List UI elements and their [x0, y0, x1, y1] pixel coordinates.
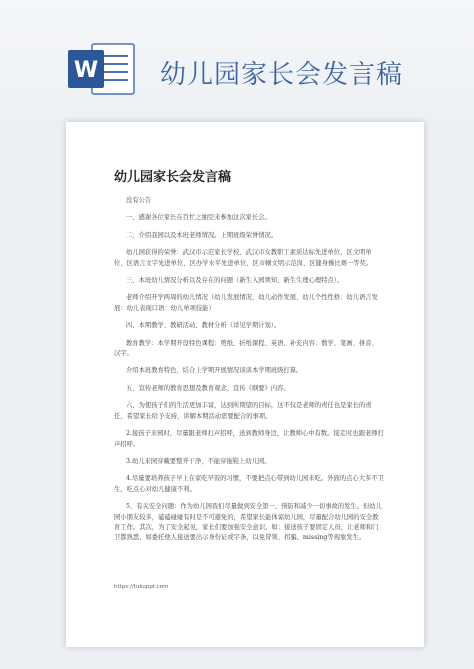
paragraph: 四、本期教学、教研活动、教材分析（详见学期计划）。 [126, 322, 281, 330]
banner-title: 幼儿园家长会发言稿 [160, 60, 404, 90]
paragraph: 二、介绍我园以及本班老师情况。上期班级荣誉情况。 [126, 231, 278, 239]
banner [0, 0, 474, 118]
word-document-icon [66, 40, 138, 98]
paragraph: 3.幼儿来园穿戴要整齐干净，不能穿拖鞋上幼儿园。 [126, 457, 271, 465]
paragraph: 4.尽量要培养孩子早上在家吃早饭的习惯，不要把点心带到幼儿园来吃。外面的点心大多不卫生，吃点心对幼儿健康不利。 [114, 475, 384, 493]
paragraph: 六、为使孩子们的生活更加丰富，达到所期望的目标，这不仅是老师的责任也是家长的责任，希望家长给予支持，讲解本期活动需要配合的事项。 [114, 402, 372, 420]
footer-url: https://tukuppt.com [114, 584, 169, 590]
document-page [66, 122, 424, 647]
paragraph: 一、感谢各位家长在百忙之抽空来参加这次家长会。 [126, 214, 271, 222]
paragraph: 老师介绍开学两周的幼儿情况（幼儿发展情况、幼儿动作发展、幼儿个性性格：幼儿语言发展：幼儿表现口语：幼儿单项技能） [114, 294, 378, 312]
svg-text:W: W [73, 58, 99, 83]
paragraph: 2.接孩子来园时，尽量跟老师打声招呼，送到教师身边，让教师心中有数。接走时也跟老师打声招呼。 [114, 430, 384, 448]
document-title: 幼儿园家长会发言稿 [114, 170, 232, 185]
paragraph: 幼儿园获得的荣誉：武汉市示范家长学校、武汉市女教职工素质达标先进单位、区文明单位、区语言文字先进单位、区办学水平先进单位、区市帼文明示范岗、区健身操比赛一等奖。 [114, 249, 373, 267]
document-body [114, 196, 384, 551]
paragraph: 五、宣传老师的教育思想及教育观念，宣传《纲要》内容。 [126, 384, 290, 392]
paragraph: 没有公告 [126, 197, 152, 204]
paragraph: 5、有关安全问题：作为幼儿园我们尽量做到安全第一，预防和减少一切事故的发生。但幼儿园小朋友较多，磕磕碰碰有时是不可避免的，希望家长能体谅幼儿园，尽量配合幼儿园的安全教育工作。其次，为了安全起见，家长们要加强安全意识，如：接送孩子要固定人员，让老师和门卫都熟悉，如委托他人接送要出示身份证或字条，以免冒领、拐骗、missing等现象发生。 [114, 503, 382, 542]
paragraph: 三、本班幼儿情况分析以及存在的问题（新生入园须知、新生生理心理特点）。 [126, 277, 344, 285]
paragraph: 教育教学：本学期开设特色课程：剪纸、折纸课程、英语、补充内容：数学、笔画、拼音、汉字。 [114, 339, 378, 358]
paragraph: 介绍本班教育特色，结合上学期开展情况谈谈本学期班级打算。 [126, 367, 303, 375]
